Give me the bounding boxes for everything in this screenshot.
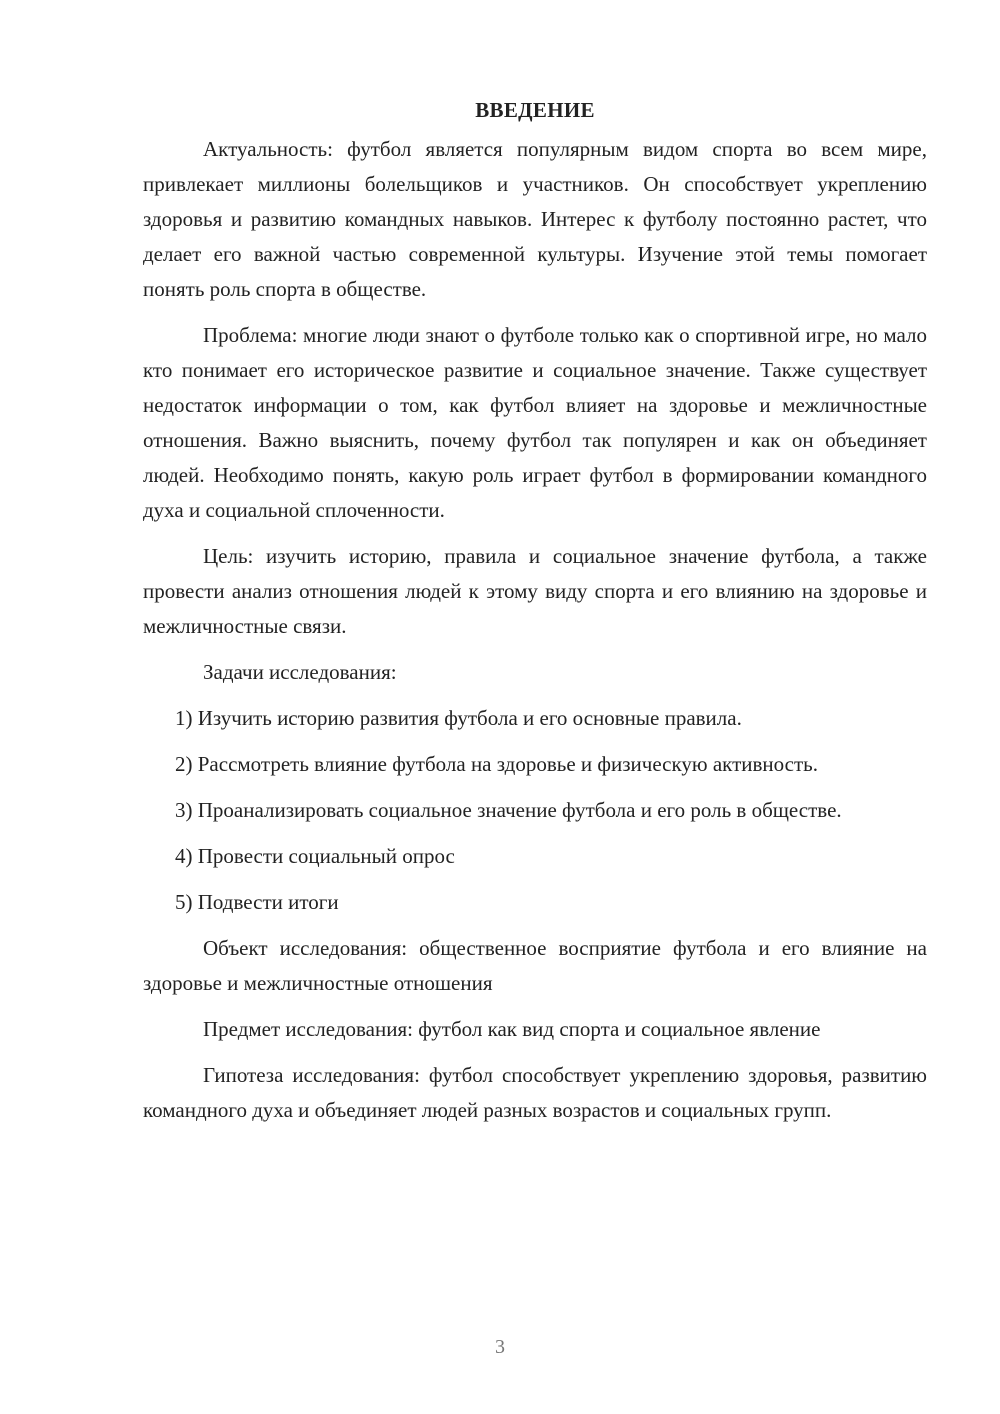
- paragraph-object: Объект исследования: общественное восприятие футбола и его влияние на здоровье и межличностные отношения: [143, 936, 927, 995]
- paragraph-goal: Цель: изучить историю, правила и социальное значение футбола, а также провести анализ отношения людей к этому виду спорта и его влиянию на здоровье и межличностные связи.: [143, 544, 927, 638]
- paragraph-relevance: Актуальность: футбол является популярным видом спорта во всем мире, привлекает миллионы болельщиков и участников. Он способствует укреплению здоровья и развитию командных навыков. Интерес к футболу постоянно растет, что делает его важной частью современной культуры. Изучение этой темы помогает понять роль спорта в обществе.: [143, 137, 927, 301]
- page-number: 3: [495, 1336, 505, 1358]
- paragraph-subject: Предмет исследования: футбол как вид спорта и социальное явление: [203, 1017, 821, 1041]
- paragraph-tasks-heading: Задачи исследования:: [203, 660, 397, 684]
- paragraph-problem: Проблема: многие люди знают о футболе только как о спортивной игре, но мало кто понимает его историческое развитие и социальное значение. Также существует недостаток информации о том, как футбол влияет на здоровье и межличностные отношения. Важно выяснить, почему футбол так популярен и как он объединяет людей. Необходимо понять, какую роль играет футбол в формировании командного духа и социальной сплоченности.: [143, 323, 927, 522]
- section-title: ВВЕДЕНИЕ: [475, 98, 595, 122]
- task-item-4: 4) Провести социальный опрос: [175, 844, 455, 868]
- task-item-2: 2) Рассмотреть влияние футбола на здоровье и физическую активность.: [175, 752, 819, 776]
- task-item-3: 3) Проанализировать социальное значение футбола и его роль в обществе.: [175, 798, 842, 822]
- task-item-1: 1) Изучить историю развития футбола и его основные правила.: [175, 706, 742, 730]
- task-item-5: 5) Подвести итоги: [175, 890, 339, 914]
- document-page: [143, 92, 927, 1139]
- paragraph-hypothesis: Гипотеза исследования: футбол способствует укреплению здоровья, развитию командного духа и объединяет людей разных возрастов и социальных групп.: [143, 1063, 927, 1122]
